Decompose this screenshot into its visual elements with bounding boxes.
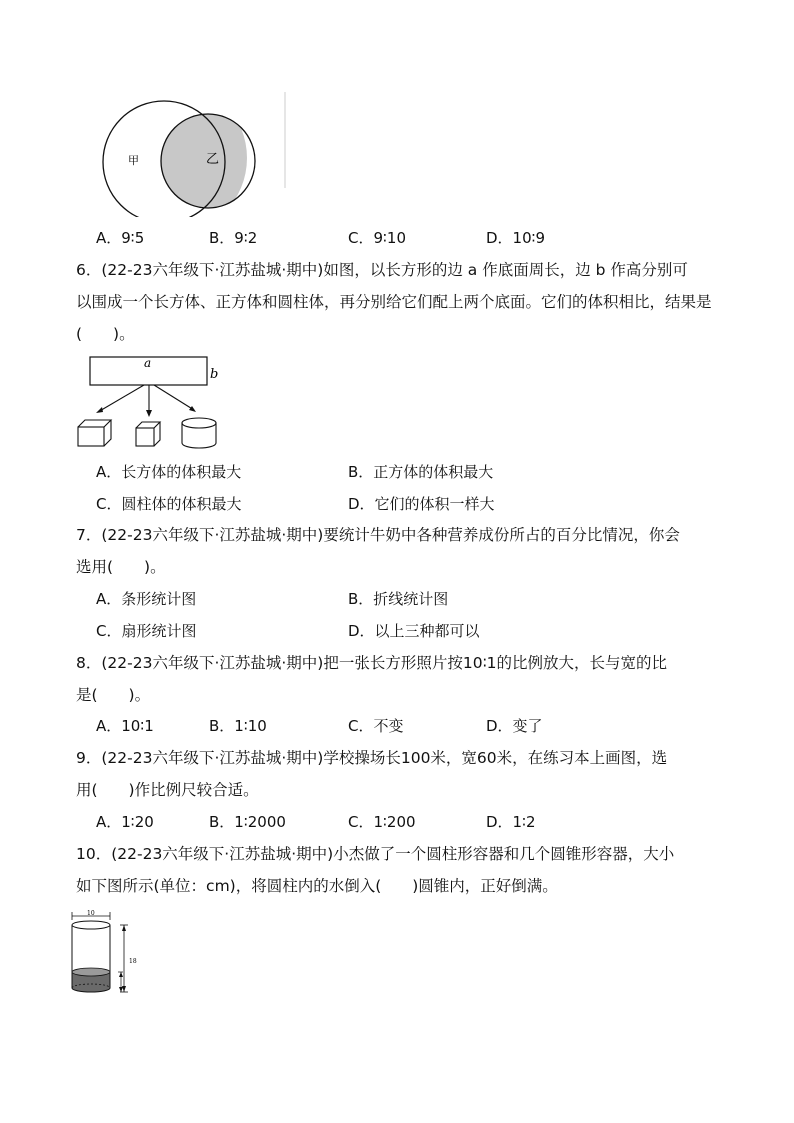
cylinder-shape	[182, 418, 216, 448]
arrow-right	[154, 385, 194, 410]
q10-text-line-1: 10．(22-23六年级下·江苏盐城·期中)小杰做了一个圆柱形容器和几个圆锥形容器，大小	[76, 845, 675, 863]
q9-text-line-2: 用( )作比例尺较合适。	[76, 781, 259, 799]
label-b: b	[210, 367, 219, 382]
q8-text-line-1: 8．(22-23六年级下·江苏盐城·期中)把一张长方形照片按10∶1的比例放大，长与宽的比	[76, 654, 667, 672]
q7-text-line-1: 7．(22-23六年级下·江苏盐城·期中)要统计牛奶中各种营养成份所占的百分比情况，你会	[76, 526, 680, 544]
cylinder-top	[72, 921, 110, 929]
q6-option-d: D．它们的体积一样大	[348, 495, 495, 513]
q8-option-d: D．变了	[486, 717, 543, 735]
q6-option-c: C．圆柱体的体积最大	[96, 495, 242, 513]
q6-text-line-2: 以围成一个长方体、正方体和圆柱体，再分别给它们配上两个底面。它们的体积相比，结果是	[76, 293, 712, 311]
q7-option-d: D．以上三种都可以	[348, 622, 480, 640]
q6-text-line-1: 6．(22-23六年级下·江苏盐城·期中)如图，以长方形的边 a 作底面周长，边 b 作高分别可	[76, 261, 688, 279]
q6-option-b: B．正方体的体积最大	[348, 463, 494, 481]
q9-option-c: C．1∶200	[348, 813, 416, 831]
q5-option-d: D．10∶9	[486, 229, 546, 247]
q7-option-c: C．扇形统计图	[96, 622, 197, 640]
q8-text-line-2: 是( )。	[76, 686, 151, 704]
width-label: 10	[87, 910, 95, 917]
label-jia: 甲	[128, 154, 139, 167]
q5-option-c: C．9∶10	[348, 229, 407, 247]
q7-text-line-2: 选用( )。	[76, 558, 166, 576]
label-a: a	[144, 356, 152, 370]
q9-text-line-1: 9．(22-23六年级下·江苏盐城·期中)学校操场长100米，宽60米，在练习本上画图，选	[76, 749, 668, 767]
arrow-left	[98, 385, 144, 412]
q9-option-b: B．1∶2000	[209, 813, 286, 831]
q9-option-a: A．1∶20	[96, 813, 154, 831]
q9-option-d: D．1∶2	[486, 813, 536, 831]
height-label: 18	[129, 958, 137, 965]
label-yi: 乙	[206, 152, 220, 167]
q7-option-b: B．折线统计图	[348, 590, 449, 608]
q7-option-a: A．条形统计图	[96, 590, 197, 608]
q6-text-line-3: ( )。	[76, 325, 135, 343]
cube-shape	[136, 422, 160, 446]
q5-option-a: A．9∶5	[96, 229, 145, 247]
q10-text-line-2: 如下图所示(单位：cm)，将圆柱内的水倒入( )圆锥内，正好倒满。	[76, 877, 558, 895]
q10-cylinder-figure	[66, 908, 146, 998]
venn-diagram	[80, 92, 290, 217]
q6-figure	[72, 352, 232, 450]
q8-option-b: B．1∶10	[209, 717, 267, 735]
q5-option-b: B．9∶2	[209, 229, 258, 247]
q6-option-a: A．长方体的体积最大	[96, 463, 242, 481]
q8-option-a: A．10∶1	[96, 717, 154, 735]
q8-option-c: C．不变	[348, 717, 404, 735]
cuboid-shape	[78, 420, 111, 446]
